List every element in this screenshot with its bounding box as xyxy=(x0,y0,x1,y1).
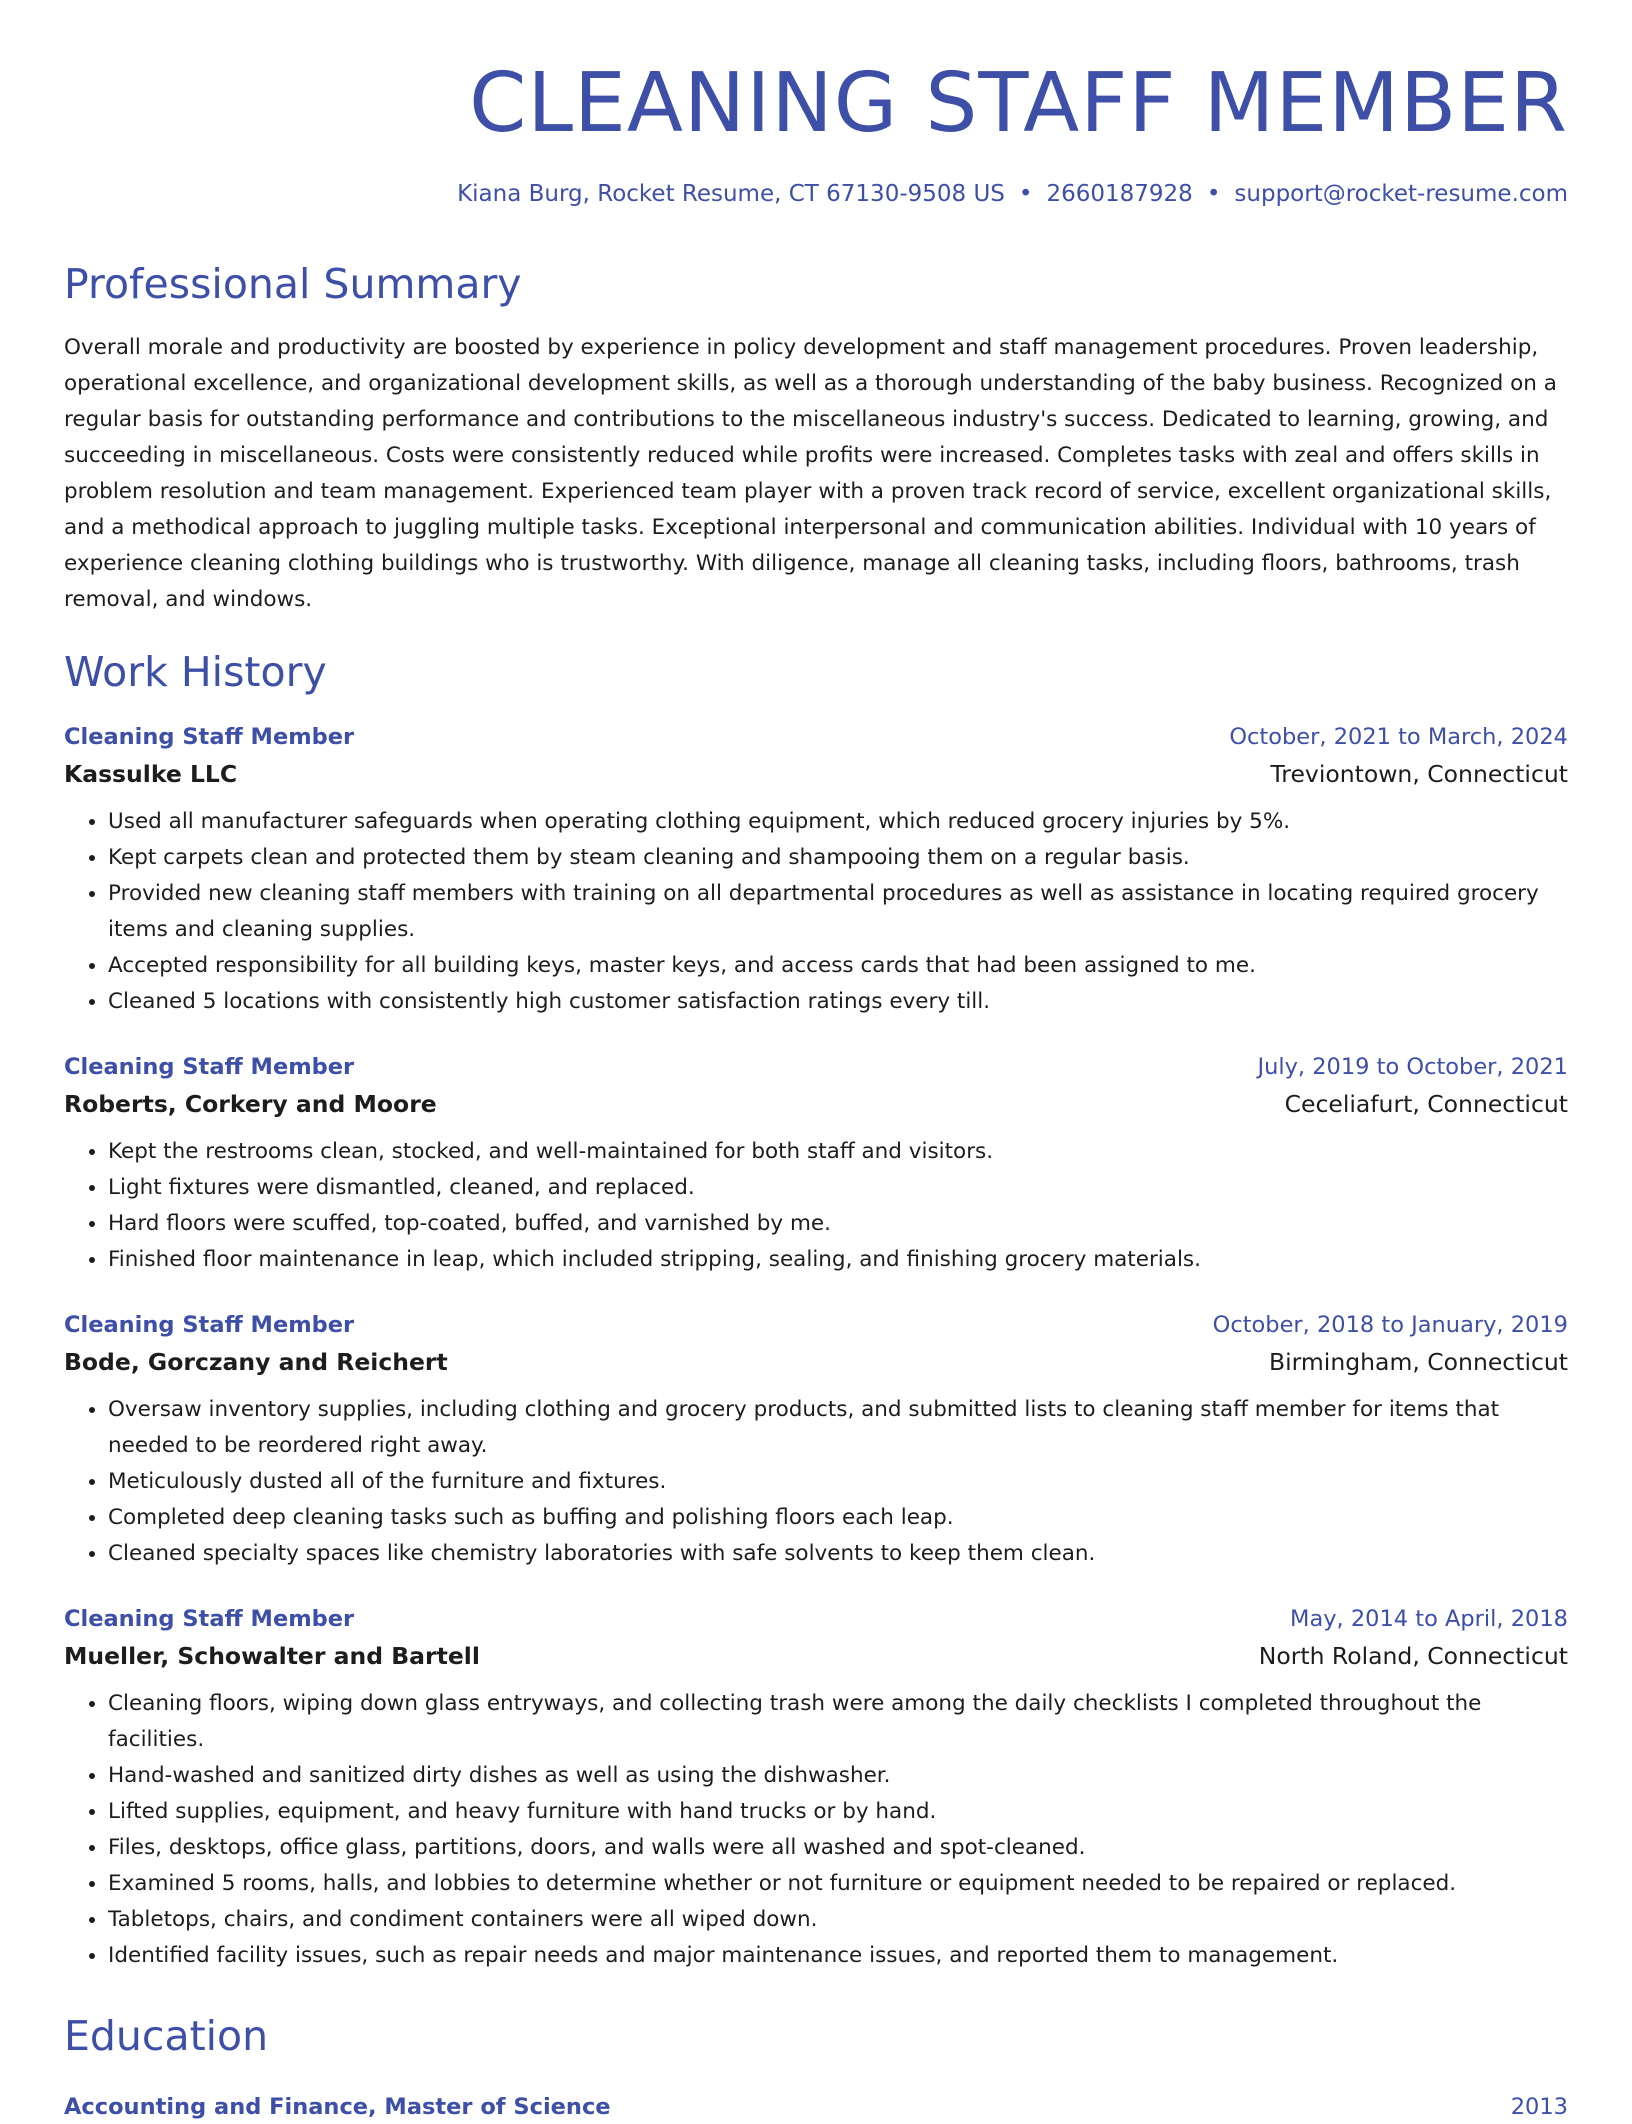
job-bullet-item: • Hand-washed and sanitized dirty dishes as well as using the dishwasher. xyxy=(108,1758,1568,1794)
job-location: Treviontown, Connecticut xyxy=(1270,760,1568,788)
contact-address: Kiana Burg, Rocket Resume, CT 67130-9508 US xyxy=(457,181,1005,207)
job-bullet-item: • Hard floors were scuffed, top-coated, buffed, and varnished by me. xyxy=(108,1206,1568,1242)
job-entry xyxy=(64,1050,1568,1278)
work-history-heading: Work History xyxy=(64,648,327,696)
job-bullet-item: • Oversaw inventory supplies, including clothing and grocery products, and submitted lists to cleaning staff member for items that needed to be reordered right away. xyxy=(108,1392,1568,1464)
job-title-row xyxy=(64,1308,1568,1342)
job-title-row xyxy=(64,1050,1568,1084)
job-company-row xyxy=(64,1636,1568,1676)
job-location: North Roland, Connecticut xyxy=(1258,1642,1568,1670)
job-bullets xyxy=(64,1686,1568,1974)
job-title: Cleaning Staff Member xyxy=(64,724,355,750)
job-bullet-item: • Lifted supplies, equipment, and heavy furniture with hand trucks or by hand. xyxy=(108,1794,1568,1830)
job-title: Cleaning Staff Member xyxy=(64,1606,355,1632)
job-bullet-item: • Meticulously dusted all of the furniture and fixtures. xyxy=(108,1464,1568,1500)
job-bullets xyxy=(64,804,1568,1020)
job-entry xyxy=(64,1602,1568,1974)
education-degree: Accounting and Finance, Master of Science xyxy=(64,2094,611,2120)
contact-separator: • xyxy=(1018,181,1033,207)
job-bullets xyxy=(64,1134,1568,1278)
job-bullet-item: • Provided new cleaning staff members with training on all departmental procedures as well as assistance in locating required grocery items and cleaning supplies. xyxy=(108,876,1568,948)
contact-separator: • xyxy=(1206,181,1221,207)
job-dates: October, 2018 to January, 2019 xyxy=(1212,1312,1568,1338)
education-year: 2013 xyxy=(1510,2094,1568,2120)
job-company: Kassulke LLC xyxy=(64,760,238,788)
job-title: Cleaning Staff Member xyxy=(64,1054,355,1080)
education-heading: Education xyxy=(64,2012,269,2060)
work-history-list xyxy=(64,720,1568,1974)
job-bullet-item: • Cleaned 5 locations with consistently high customer satisfaction ratings every till. xyxy=(108,984,1568,1020)
job-bullet-item: • Kept carpets clean and protected them by steam cleaning and shampooing them on a regular basis. xyxy=(108,840,1568,876)
job-bullet-item: • Cleaning floors, wiping down glass entryways, and collecting trash were among the daily checklists I completed throughout the facilities. xyxy=(108,1686,1568,1758)
job-location: Birmingham, Connecticut xyxy=(1269,1348,1568,1376)
job-bullet-item: • Light fixtures were dismantled, cleaned, and replaced. xyxy=(108,1170,1568,1206)
job-bullet-item: • Cleaned specialty spaces like chemistry laboratories with safe solvents to keep them clean. xyxy=(108,1536,1568,1572)
job-company: Mueller, Schowalter and Bartell xyxy=(64,1642,480,1670)
job-company: Roberts, Corkery and Moore xyxy=(64,1090,437,1118)
job-title-row xyxy=(64,720,1568,754)
job-dates: July, 2019 to October, 2021 xyxy=(1257,1054,1568,1080)
job-company: Bode, Gorczany and Reichert xyxy=(64,1348,448,1376)
job-entry xyxy=(64,720,1568,1020)
job-dates: October, 2021 to March, 2024 xyxy=(1229,724,1568,750)
job-bullet-item: • Identified facility issues, such as repair needs and major maintenance issues, and reported them to management. xyxy=(108,1938,1568,1974)
summary-heading: Professional Summary xyxy=(64,260,522,308)
job-company-row xyxy=(64,1084,1568,1124)
job-company-row xyxy=(64,754,1568,794)
resume-title: CLEANING STAFF MEMBER xyxy=(469,56,1568,151)
contact-email[interactable]: support@rocket-resume.com xyxy=(1234,181,1568,207)
job-dates: May, 2014 to April, 2018 xyxy=(1290,1606,1568,1632)
job-bullet-item: • Finished floor maintenance in leap, which included stripping, sealing, and finishing grocery materials. xyxy=(108,1242,1568,1278)
job-bullets xyxy=(64,1392,1568,1572)
job-location: Ceceliafurt, Connecticut xyxy=(1284,1090,1568,1118)
job-bullet-item: • Kept the restrooms clean, stocked, and well-maintained for both staff and visitors. xyxy=(108,1134,1568,1170)
job-company-row xyxy=(64,1342,1568,1382)
summary-text: Overall morale and productivity are boosted by experience in policy development and staff management procedures. Proven leadership, operational excellence, and organizational development skills, as well as a thorough understanding of the baby business. Recognized on a regular basis for outstanding performance and contributions to the miscellaneous industry's success. Dedicated to learning, growing, and succeeding in miscellaneous. Costs were consistently reduced while profits were increased. Completes tasks with zeal and offers skills in problem resolution and team management. Experienced team player with a proven track record of service, excellent organizational skills, and a methodical approach to juggling multiple tasks. Exceptional interpersonal and communication abilities. Individual with 10 years of experience cleaning clothing buildings who is trustworthy. With diligence, manage all cleaning tasks, including floors, bathrooms, trash removal, and windows. xyxy=(64,335,1557,612)
contact-phone: 2660187928 xyxy=(1046,181,1193,207)
job-bullet-item: • Tabletops, chairs, and condiment containers were all wiped down. xyxy=(108,1902,1568,1938)
job-bullet-item: • Completed deep cleaning tasks such as buffing and polishing floors each leap. xyxy=(108,1500,1568,1536)
job-title-row xyxy=(64,1602,1568,1636)
job-bullet-item: • Examined 5 rooms, halls, and lobbies to determine whether or not furniture or equipment needed to be repaired or replaced. xyxy=(108,1866,1568,1902)
job-bullet-item: • Used all manufacturer safeguards when operating clothing equipment, which reduced grocery injuries by 5%. xyxy=(108,804,1568,840)
job-entry xyxy=(64,1308,1568,1572)
job-bullet-item: • Accepted responsibility for all building keys, master keys, and access cards that had been assigned to me. xyxy=(108,948,1568,984)
job-title: Cleaning Staff Member xyxy=(64,1312,355,1338)
education-entry xyxy=(64,2090,1568,2124)
job-bullet-item: • Files, desktops, office glass, partitions, doors, and walls were all washed and spot-cleaned. xyxy=(108,1830,1568,1866)
contact-line xyxy=(64,178,1568,210)
